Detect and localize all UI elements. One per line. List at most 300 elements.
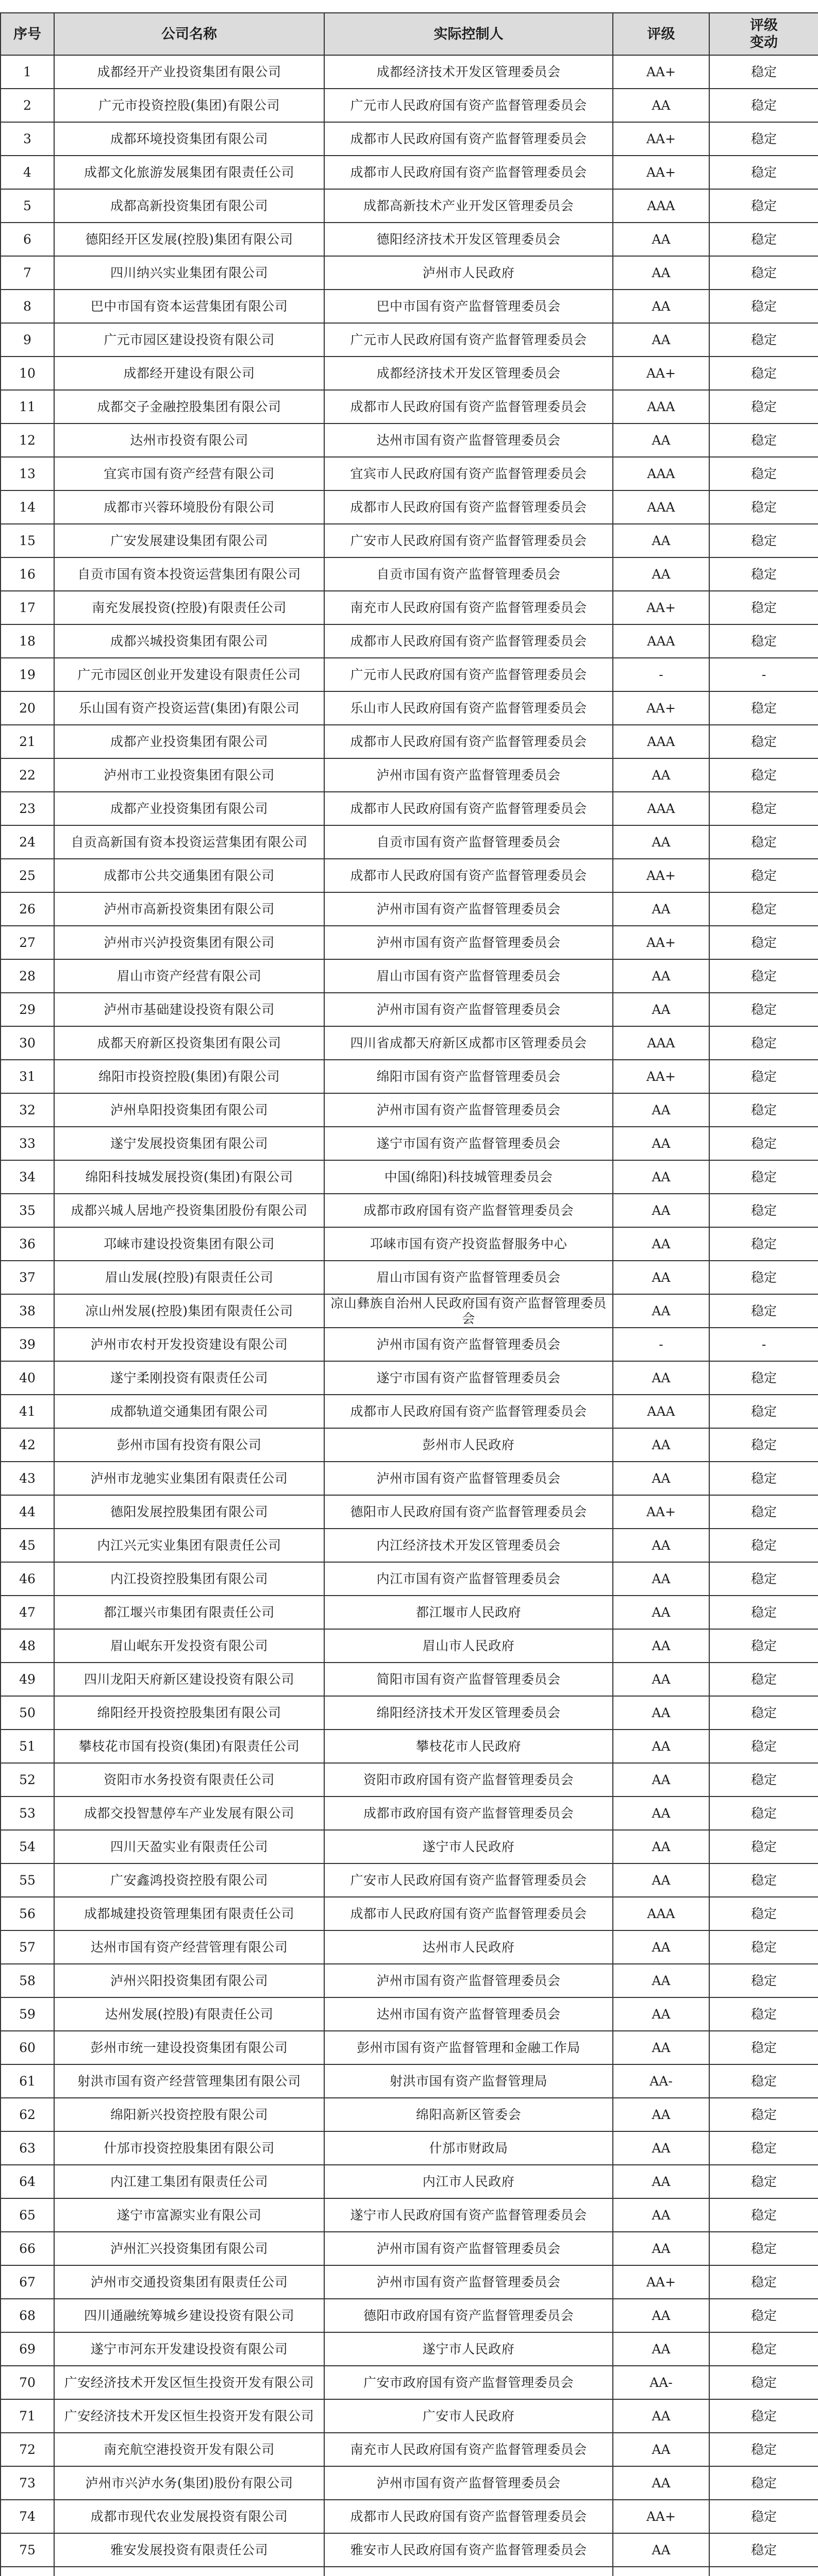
table-row [1,892,818,926]
company-name-cell: 广元市投资控股(集团)有限公司 [54,89,324,122]
table-row [1,2533,818,2567]
actual-controller-cell: 泸州市人民政府 [324,256,613,290]
table-row [1,1663,818,1696]
company-name-cell: 泸州市兴泸投资集团有限公司 [54,926,324,959]
rating-cell: AA [613,959,709,993]
table-row [1,290,818,323]
actual-controller-cell: 广元市人民政府国有资产监督管理委员会 [324,658,613,691]
company-name-cell: 达州市国有资产经营管理有限公司 [54,1930,324,1964]
rating-change-cell: 稳定 [709,1462,818,1495]
rating-cell: - [613,1328,709,1361]
company-name-cell [54,2567,324,2576]
rating-change-cell: 稳定 [709,2031,818,2064]
rating-change-cell: 稳定 [709,457,818,490]
actual-controller-cell: 泸州市国有资产监督管理委员会 [324,1462,613,1495]
actual-controller-cell: 遂宁市人民政府 [324,1830,613,1863]
actual-controller-cell: 成都经济技术开发区管理委员会 [324,357,613,390]
company-name-cell: 四川龙阳天府新区建设投资有限公司 [54,1663,324,1696]
table-row [1,1361,818,1395]
actual-controller-cell: 宜宾市人民政府国有资产监督管理委员会 [324,457,613,490]
table-row [1,725,818,758]
serial-no-cell: 13 [1,457,54,490]
rating-change-cell: 稳定 [709,323,818,357]
serial-no-cell: 67 [1,2265,54,2299]
rating-cell: AA [613,2198,709,2232]
company-name-cell: 成都经开产业投资集团有限公司 [54,55,324,89]
actual-controller-cell: 眉山市人民政府 [324,1629,613,1663]
table-row [1,1160,818,1194]
rating-cell: - [613,658,709,691]
header-row [1,13,818,55]
rating-cell: AAA [613,457,709,490]
serial-no-cell: 35 [1,1194,54,1227]
table-row [1,1395,818,1428]
company-name-cell: 绵阳新兴投资控股有限公司 [54,2098,324,2131]
company-name-cell: 遂宁柔刚投资有限责任公司 [54,1361,324,1395]
rating-change-cell: 稳定 [709,1294,818,1328]
company-name-cell: 遂宁发展投资集团有限公司 [54,1127,324,1160]
company-name-cell: 成都交投智慧停车产业发展有限公司 [54,1797,324,1830]
table-row [1,1093,818,1127]
rating-cell: AA [613,993,709,1026]
actual-controller-cell: 内江经济技术开发区管理委员会 [324,1529,613,1562]
rating-cell: AA [613,1663,709,1696]
rating-change-cell: 稳定 [709,1596,818,1629]
table-row [1,256,818,290]
actual-controller-cell: 泸州市国有资产监督管理委员会 [324,892,613,926]
company-name-cell: 泸州市兴泸水务(集团)股份有限公司 [54,2466,324,2500]
rating-cell: AA [613,2533,709,2567]
actual-controller-cell: 成都市人民政府国有资产监督管理委员会 [324,725,613,758]
table-row [1,2064,818,2098]
rating-cell: AA+ [613,859,709,892]
company-name-cell: 成都市公共交通集团有限公司 [54,859,324,892]
actual-controller-cell: 雅安市人民政府国有资产监督管理委员会 [324,2533,613,2567]
serial-no-cell: 63 [1,2131,54,2165]
rating-change-cell: 稳定 [709,423,818,457]
company-name-cell: 泸州市工业投资集团有限公司 [54,758,324,792]
serial-no-cell: 43 [1,1462,54,1495]
actual-controller-cell: 成都市人民政府国有资产监督管理委员会 [324,624,613,658]
actual-controller-cell: 中国(绵阳)科技城管理委员会 [324,1160,613,1194]
serial-no-cell: 73 [1,2466,54,2500]
table-row [1,1797,818,1830]
rating-cell: AA [613,557,709,591]
actual-controller-cell: 四川省成都天府新区成都市区管理委员会 [324,1026,613,1060]
serial-no-cell: 54 [1,1830,54,1863]
rating-change-cell: 稳定 [709,2500,818,2533]
actual-controller-cell: 眉山市国有资产监督管理委员会 [324,1261,613,1294]
rating-cell: AA+ [613,691,709,725]
table-row [1,1194,818,1227]
rating-cell: AA [613,2433,709,2466]
company-name-cell: 泸州兴阳投资集团有限公司 [54,1964,324,1997]
company-name-cell: 乐山国有资产投资运营(集团)有限公司 [54,691,324,725]
rating-change-cell: 稳定 [709,1897,818,1930]
actual-controller-cell [324,2567,613,2576]
table-row [1,390,818,423]
rating-cell: AAA [613,1026,709,1060]
company-name-cell: 四川纳兴实业集团有限公司 [54,256,324,290]
table-header [1,13,818,55]
company-name-cell: 达州市投资有限公司 [54,423,324,457]
serial-no-cell: 7 [1,256,54,290]
rating-cell: AA [613,1294,709,1328]
serial-no-cell: 52 [1,1763,54,1797]
rating-change-cell: 稳定 [709,223,818,256]
serial-no-cell: 58 [1,1964,54,1997]
actual-controller-cell: 成都市人民政府国有资产监督管理委员会 [324,1395,613,1428]
company-name-cell: 巴中市国有资本运营集团有限公司 [54,290,324,323]
serial-no-cell: 53 [1,1797,54,1830]
actual-controller-cell: 广安市人民政府 [324,2399,613,2433]
table-row [1,1529,818,1562]
actual-controller-cell: 成都市人民政府国有资产监督管理委员会 [324,859,613,892]
rating-cell: AA+ [613,55,709,89]
serial-no-cell: 27 [1,926,54,959]
serial-no-cell: 11 [1,390,54,423]
table-row [1,825,818,859]
rating-cell: AA [613,1562,709,1596]
rating-change-cell: 稳定 [709,2064,818,2098]
actual-controller-cell: 眉山市国有资产监督管理委员会 [324,959,613,993]
rating-cell: AA- [613,2366,709,2399]
rating-cell: AA [613,825,709,859]
serial-no-cell: 51 [1,1730,54,1763]
serial-no-cell: 57 [1,1930,54,1964]
table-row [1,2265,818,2299]
rating-cell: AA [613,1194,709,1227]
actual-controller-cell: 德阳市政府国有资产监督管理委员会 [324,2299,613,2332]
serial-no-cell: 20 [1,691,54,725]
company-name-cell: 南充发展投资(控股)有限责任公司 [54,591,324,624]
rating-cell: AA [613,323,709,357]
actual-controller-cell: 成都经济技术开发区管理委员会 [324,55,613,89]
table-row [1,1730,818,1763]
serial-no-cell: 49 [1,1663,54,1696]
rating-change-cell: 稳定 [709,2265,818,2299]
company-name-cell: 泸州市农村开发投资建设有限公司 [54,1328,324,1361]
actual-controller-cell: 泸州市国有资产监督管理委员会 [324,926,613,959]
serial-no-cell: 45 [1,1529,54,1562]
company-name-cell: 泸州阜阳投资集团有限公司 [54,1093,324,1127]
actual-controller-cell: 邛崃市国有资产投资监督服务中心 [324,1227,613,1261]
serial-no-cell: 1 [1,55,54,89]
table-row [1,1930,818,1964]
table-row [1,658,818,691]
serial-no-cell: 25 [1,859,54,892]
rating-cell: AA [613,2332,709,2366]
company-name-cell: 成都经开建设有限公司 [54,357,324,390]
table-row [1,792,818,825]
rating-change-cell: 稳定 [709,1261,818,1294]
rating-cell: AA [613,1797,709,1830]
serial-no-cell: 31 [1,1060,54,1093]
rating-change-cell: 稳定 [709,624,818,658]
table-row [1,1863,818,1897]
serial-no-cell: 48 [1,1629,54,1663]
actual-controller-cell: 泸州市国有资产监督管理委员会 [324,1328,613,1361]
serial-no-cell: 16 [1,557,54,591]
serial-no-cell: 21 [1,725,54,758]
rating-cell: AA [613,1160,709,1194]
serial-no-cell: 50 [1,1696,54,1730]
rating-cell: AA [613,89,709,122]
rating-cell: AA [613,1629,709,1663]
table-row [1,2366,818,2399]
table-row [1,490,818,524]
company-name-cell: 内江建工集团有限责任公司 [54,2165,324,2198]
rating-cell: AA [613,2399,709,2433]
rating-change-cell: 稳定 [709,2332,818,2366]
actual-controller-cell: 达州市国有资产监督管理委员会 [324,1997,613,2031]
actual-controller-cell: 泸州市国有资产监督管理委员会 [324,758,613,792]
rating-cell: AA [613,2098,709,2131]
serial-no-cell: 46 [1,1562,54,1596]
serial-no-cell: 14 [1,490,54,524]
actual-controller-cell: 巴中市国有资产监督管理委员会 [324,290,613,323]
company-name-cell: 成都兴城投资集团有限公司 [54,624,324,658]
table-row [1,1763,818,1797]
rating-change-cell: 稳定 [709,1997,818,2031]
serial-no-cell [1,2567,54,2576]
actual-controller-cell: 射洪市国有资产监督管理局 [324,2064,613,2098]
rating-cell: AAA [613,624,709,658]
rating-cell: AA- [613,2064,709,2098]
rating-cell: AA [613,1462,709,1495]
company-name-cell: 遂宁市富源实业有限公司 [54,2198,324,2232]
rating-change-cell: 稳定 [709,1730,818,1763]
company-name-cell: 内江投资控股集团有限公司 [54,1562,324,1596]
company-name-cell: 攀枝花市国有投资(集团)有限责任公司 [54,1730,324,1763]
actual-controller-cell: 攀枝花市人民政府 [324,1730,613,1763]
company-name-cell: 内江兴元实业集团有限责任公司 [54,1529,324,1562]
serial-no-cell: 5 [1,189,54,223]
actual-controller-cell: 内江市人民政府 [324,2165,613,2198]
actual-controller-cell: 遂宁市国有资产监督管理委员会 [324,1361,613,1395]
table-row [1,2332,818,2366]
actual-controller-cell: 遂宁市人民政府 [324,2332,613,2366]
rating-cell: AA+ [613,926,709,959]
table-row [1,1227,818,1261]
rating-change-cell: 稳定 [709,1763,818,1797]
serial-no-cell: 59 [1,1997,54,2031]
rating-change-cell: 稳定 [709,1194,818,1227]
rating-cell: AAA [613,1897,709,1930]
actual-controller-cell: 自贡市国有资产监督管理委员会 [324,825,613,859]
company-name-cell: 自贡高新国有资本投资运营集团有限公司 [54,825,324,859]
rating-change-cell: 稳定 [709,1529,818,1562]
header-serial-no: 序号 [1,13,54,55]
actual-controller-cell: 乐山市人民政府国有资产监督管理委员会 [324,691,613,725]
actual-controller-cell: 成都市人民政府国有资产监督管理委员会 [324,122,613,156]
company-name-cell: 眉山岷东开发投资有限公司 [54,1629,324,1663]
company-name-cell: 成都天府新区投资集团有限公司 [54,1026,324,1060]
serial-no-cell: 65 [1,2198,54,2232]
serial-no-cell: 3 [1,122,54,156]
rating-change-cell: 稳定 [709,2299,818,2332]
actual-controller-cell: 简阳市国有资产监督管理委员会 [324,1663,613,1696]
rating-change-cell: 稳定 [709,189,818,223]
company-name-cell: 绵阳科技城发展投资(集团)有限公司 [54,1160,324,1194]
rating-change-cell: 稳定 [709,1863,818,1897]
rating-cell: AA [613,1763,709,1797]
serial-no-cell: 30 [1,1026,54,1060]
serial-no-cell: 28 [1,959,54,993]
table-row [1,691,818,725]
serial-no-cell: 37 [1,1261,54,1294]
serial-no-cell: 8 [1,290,54,323]
rating-change-cell: 稳定 [709,2098,818,2131]
rating-change-cell: 稳定 [709,2131,818,2165]
rating-change-cell: 稳定 [709,557,818,591]
table-row [1,2232,818,2265]
rating-cell: AA [613,1930,709,1964]
rating-change-cell: 稳定 [709,959,818,993]
table-row [1,2098,818,2131]
table-row [1,2567,818,2576]
actual-controller-cell: 泸州市国有资产监督管理委员会 [324,1093,613,1127]
rating-change-cell: 稳定 [709,1060,818,1093]
rating-cell: AA [613,2232,709,2265]
rating-change-cell: 稳定 [709,1160,818,1194]
actual-controller-cell: 广元市人民政府国有资产监督管理委员会 [324,323,613,357]
serial-no-cell: 74 [1,2500,54,2533]
serial-no-cell: 72 [1,2433,54,2466]
table-row [1,457,818,490]
serial-no-cell: 56 [1,1897,54,1930]
header-actual-controller: 实际控制人 [324,13,613,55]
rating-change-cell: 稳定 [709,591,818,624]
rating-cell: AA [613,1730,709,1763]
actual-controller-cell: 都江堰市人民政府 [324,1596,613,1629]
serial-no-cell: 70 [1,2366,54,2399]
company-name-cell: 宜宾市国有资产经营有限公司 [54,457,324,490]
serial-no-cell: 36 [1,1227,54,1261]
company-name-cell: 广安经济技术开发区恒生投资开发有限公司 [54,2366,324,2399]
rating-cell: AA [613,2031,709,2064]
table-row [1,1261,818,1294]
serial-no-cell: 62 [1,2098,54,2131]
company-name-cell: 成都文化旅游发展集团有限责任公司 [54,156,324,189]
actual-controller-cell: 泸州市国有资产监督管理委员会 [324,2466,613,2500]
actual-controller-cell: 广安市政府国有资产监督管理委员会 [324,2366,613,2399]
actual-controller-cell: 达州市国有资产监督管理委员会 [324,423,613,457]
rating-change-cell: 稳定 [709,825,818,859]
table-row [1,1127,818,1160]
table-row [1,2198,818,2232]
table-row [1,55,818,89]
company-name-cell: 成都轨道交通集团有限公司 [54,1395,324,1428]
table-row [1,758,818,792]
company-name-cell: 资阳市水务投资有限责任公司 [54,1763,324,1797]
rating-change-cell: 稳定 [709,2433,818,2466]
company-name-cell: 都江堰兴市集团有限责任公司 [54,1596,324,1629]
serial-no-cell: 34 [1,1160,54,1194]
actual-controller-cell: 泸州市国有资产监督管理委员会 [324,2232,613,2265]
table-row [1,323,818,357]
table-row [1,2299,818,2332]
rating-change-cell: 稳定 [709,256,818,290]
rating-change-cell: 稳定 [709,1696,818,1730]
table-row [1,959,818,993]
actual-controller-cell: 自贡市国有资产监督管理委员会 [324,557,613,591]
rating-cell: AAA [613,390,709,423]
serial-no-cell: 64 [1,2165,54,2198]
serial-no-cell: 38 [1,1294,54,1328]
table-row [1,1830,818,1863]
actual-controller-cell: 彭州市人民政府 [324,1428,613,1462]
company-name-cell: 自贡市国有资本投资运营集团有限公司 [54,557,324,591]
actual-controller-cell: 广安市人民政府国有资产监督管理委员会 [324,524,613,557]
table-row [1,2500,818,2533]
actual-controller-cell: 广元市人民政府国有资产监督管理委员会 [324,89,613,122]
rating-change-cell: 稳定 [709,1361,818,1395]
company-name-cell: 成都产业投资集团有限公司 [54,725,324,758]
rating-cell: AAA [613,725,709,758]
rating-cell: AA+ [613,122,709,156]
rating-change-cell: 稳定 [709,524,818,557]
serial-no-cell: 23 [1,792,54,825]
table-row [1,1462,818,1495]
company-name-cell: 泸州汇兴投资集团有限公司 [54,2232,324,2265]
company-name-cell: 什邡市投资控股集团有限公司 [54,2131,324,2165]
rating-change-cell: 稳定 [709,2466,818,2500]
serial-no-cell: 40 [1,1361,54,1395]
table-row [1,2031,818,2064]
actual-controller-cell: 南充市人民政府国有资产监督管理委员会 [324,591,613,624]
table-row [1,624,818,658]
company-name-cell: 南充航空港投资开发有限公司 [54,2433,324,2466]
serial-no-cell: 29 [1,993,54,1026]
rating-change-cell: 稳定 [709,390,818,423]
rating-change-cell: 稳定 [709,792,818,825]
rating-cell: AA [613,758,709,792]
actual-controller-cell: 绵阳经济技术开发区管理委员会 [324,1696,613,1730]
table-row [1,1060,818,1093]
table-row [1,1596,818,1629]
rating-change-cell: 稳定 [709,1629,818,1663]
actual-controller-cell: 凉山彝族自治州人民政府国有资产监督管理委员会 [324,1294,613,1328]
actual-controller-cell: 成都市人民政府国有资产监督管理委员会 [324,390,613,423]
rating-change-cell: 稳定 [709,1227,818,1261]
serial-no-cell: 17 [1,591,54,624]
rating-cell: AA [613,223,709,256]
serial-no-cell: 19 [1,658,54,691]
serial-no-cell: 9 [1,323,54,357]
serial-no-cell: 44 [1,1495,54,1529]
table-body [1,55,818,2576]
table-row [1,2399,818,2433]
rating-change-cell: 稳定 [709,357,818,390]
rating-change-cell: 稳定 [709,2533,818,2567]
rating-change-cell: 稳定 [709,1830,818,1863]
rating-cell: AA [613,1261,709,1294]
rating-cell: AAA [613,490,709,524]
company-name-cell: 泸州市高新投资集团有限公司 [54,892,324,926]
serial-no-cell: 6 [1,223,54,256]
rating-cell: AA+ [613,591,709,624]
actual-controller-cell: 遂宁市人民政府国有资产监督管理委员会 [324,2198,613,2232]
rating-cell: AA [613,892,709,926]
rating-cell: AA [613,1997,709,2031]
rating-change-cell: 稳定 [709,290,818,323]
table-row [1,423,818,457]
rating-change-cell: 稳定 [709,758,818,792]
serial-no-cell: 12 [1,423,54,457]
actual-controller-cell: 南充市人民政府国有资产监督管理委员会 [324,2433,613,2466]
table-row [1,2165,818,2198]
